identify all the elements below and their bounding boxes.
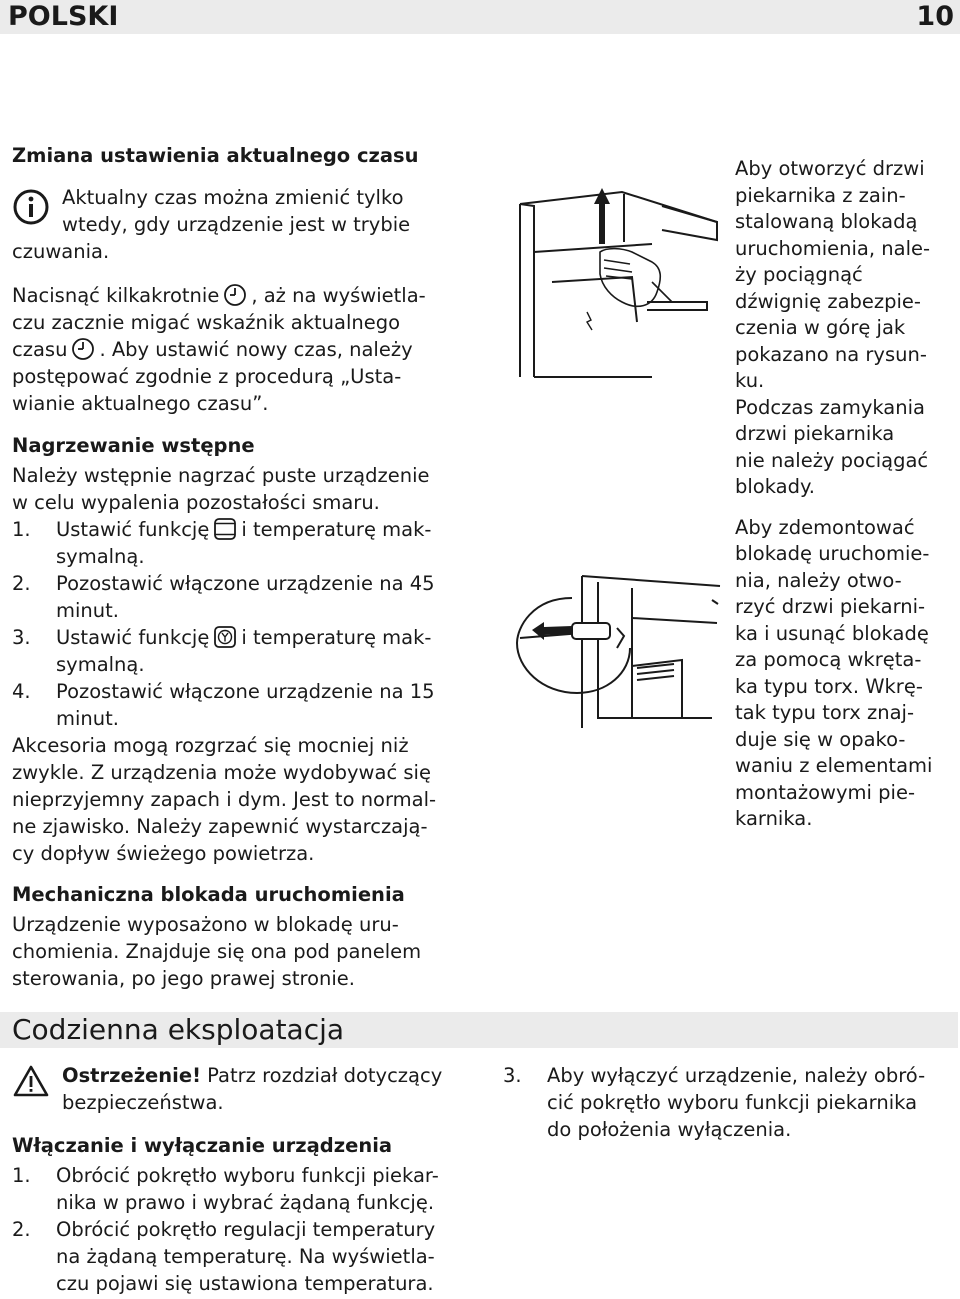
text: . Aby ustawić nowy czas, należy	[99, 338, 413, 361]
text: w celu wypalenia pozostałości smaru.	[12, 491, 380, 514]
preheat-outro	[12, 732, 472, 867]
step-number: 2.	[12, 1218, 31, 1241]
text: minut.	[56, 707, 119, 730]
warning-label: Ostrzeżenie!	[62, 1064, 201, 1087]
page-number: 10	[916, 1, 954, 32]
text: waniu z elementami	[735, 754, 933, 777]
step-number: 1.	[12, 1164, 31, 1187]
section-title: Codzienna eksploatacja	[12, 1013, 345, 1046]
text: nia, należy otwo-	[735, 568, 902, 592]
section-header	[0, 1012, 958, 1048]
text: Urządzenie wyposażono w blokadę uru-	[12, 913, 399, 936]
text: blokadę uruchomie-	[735, 542, 930, 565]
text: czasu	[12, 338, 68, 361]
text: symalną.	[56, 545, 145, 568]
text: rzyć drzwi piekarni-	[735, 595, 926, 618]
right-para-1	[735, 156, 955, 395]
text: Aby zdemontować	[735, 515, 915, 539]
step-number: 1.	[12, 518, 31, 541]
text: nieprzyjemny zapach i dym. Jest to normal-	[12, 788, 437, 811]
info-note	[12, 184, 472, 238]
left-column	[12, 142, 472, 992]
text: i temperaturę mak-	[241, 626, 432, 649]
text: piekarnika z zain-	[735, 183, 906, 207]
text: Aby wyłączyć urządzenie, należy obró-	[547, 1064, 926, 1087]
text: Pozostawić włączone urządzenie na 45	[56, 572, 435, 595]
text: duje się w opako-	[735, 727, 906, 751]
text: Ustawić funkcję	[56, 626, 210, 649]
text: na żądaną temperaturę. Na wyświetla-	[56, 1245, 435, 1268]
bottom-left-column	[12, 1062, 482, 1297]
preheat-steps	[12, 516, 472, 732]
text: uruchomienia, nale-	[735, 236, 931, 260]
list-item	[12, 516, 472, 570]
time-paragraph	[12, 282, 472, 417]
text: minut.	[56, 599, 119, 622]
text: Ustawić funkcję	[56, 518, 210, 541]
fan-heat-icon	[213, 625, 237, 649]
text: czu zacznie migać wskaźnik aktualnego	[12, 311, 401, 334]
text: Obrócić pokrętło regulacji temperatury	[56, 1218, 436, 1241]
warning-note	[12, 1062, 482, 1116]
lock-heading: Mechaniczna blokada uruchomienia	[12, 883, 405, 906]
text: cy dopływ świeżego powietrza.	[12, 842, 315, 865]
text: czenia w górę jak	[735, 316, 906, 339]
text: ka typu torx. Wkrę-	[735, 674, 923, 698]
text: ku.	[735, 369, 765, 392]
lock-open-illustration	[512, 182, 726, 382]
text: wianie aktualnego czasu”.	[12, 392, 269, 415]
right-para-2	[735, 395, 955, 501]
step-number: 2.	[12, 572, 31, 595]
text: Aby otworzyć drzwi	[735, 157, 925, 180]
text: Nacisnąć kilkakrotnie	[12, 284, 220, 307]
onoff-steps-continued	[503, 1062, 953, 1143]
onoff-heading: Włączanie i wyłączanie urządzenia	[12, 1134, 393, 1157]
note-line: wtedy, gdy urządzenie jest w trybie	[62, 213, 411, 236]
list-item	[12, 570, 472, 624]
page-header	[0, 0, 960, 34]
text: chomienia. Znajduje się ona pod panelem	[12, 940, 422, 963]
onoff-steps	[12, 1162, 482, 1297]
text: Patrz rozdział dotyczący	[200, 1064, 443, 1087]
text: Akcesoria mogą rozgrzać się mocniej niż	[12, 734, 409, 757]
language-title: POLSKI	[8, 1, 119, 32]
text: czu pojawi się ustawiona temperatura.	[56, 1272, 434, 1295]
text: dźwignię zabezpie-	[735, 289, 921, 313]
text: drzwi piekarnika	[735, 422, 895, 445]
lock-remove-illustration	[512, 568, 726, 738]
warning-triangle-icon	[12, 1062, 50, 1100]
text: nika w prawo i wybrać żądaną funkcję.	[56, 1191, 435, 1214]
text: bezpieczeństwa.	[62, 1091, 224, 1114]
list-item	[12, 1162, 482, 1216]
clock-icon	[71, 337, 95, 361]
text: ne zjawisko. Należy zapewnić wystarczają-	[12, 815, 428, 838]
text: nie należy pociągać	[735, 448, 929, 472]
text: za pomocą wkręta-	[735, 648, 922, 671]
step-number: 3.	[12, 626, 31, 649]
text: , aż na wyświetla-	[251, 284, 426, 307]
text: sterowania, po jego prawej stronie.	[12, 967, 355, 990]
text: blokady.	[735, 475, 815, 498]
lock-text	[12, 911, 472, 992]
text: do położenia wyłączenia.	[547, 1118, 792, 1141]
text: karnika.	[735, 807, 813, 830]
text: Pozostawić włączone urządzenie na 15	[56, 680, 435, 703]
text: Podczas zamykania	[735, 395, 925, 419]
text: zwykle. Z urządzenia może wydobywać się	[12, 761, 431, 784]
top-bottom-heat-icon	[213, 517, 237, 541]
text: ka i usunąć blokadę	[735, 621, 929, 645]
text: Obrócić pokrętło wyboru funkcji piekar-	[56, 1164, 439, 1187]
list-item	[503, 1062, 953, 1143]
text: symalną.	[56, 653, 145, 676]
list-item	[12, 678, 472, 732]
text: montażowymi pie-	[735, 780, 915, 804]
text: cić pokrętło wyboru funkcji piekarnika	[547, 1091, 918, 1114]
preheat-heading: Nagrzewanie wstępne	[12, 434, 255, 457]
list-item	[12, 624, 472, 678]
text: tak typu torx znaj-	[735, 701, 915, 724]
list-item	[12, 1216, 482, 1297]
preheat-intro	[12, 462, 472, 516]
text: Należy wstępnie nagrzać puste urządzenie	[12, 464, 430, 487]
time-heading: Zmiana ustawienia aktualnego czasu	[12, 144, 419, 167]
clock-icon	[223, 283, 247, 307]
info-icon	[12, 188, 50, 226]
bottom-right-column	[503, 1062, 953, 1143]
right-column	[735, 156, 955, 833]
text: i temperaturę mak-	[241, 518, 432, 541]
text: pokazano na rysun-	[735, 342, 927, 366]
right-para-3	[735, 515, 955, 833]
text: ży pociągnąć	[735, 263, 863, 286]
step-number: 3.	[503, 1064, 522, 1087]
note-line: Aktualny czas można zmienić tylko	[62, 186, 404, 209]
text: stalowaną blokadą	[735, 210, 918, 233]
note-tail: czuwania.	[12, 240, 110, 263]
text: postępować zgodnie z procedurą „Usta-	[12, 365, 402, 388]
step-number: 4.	[12, 680, 31, 703]
